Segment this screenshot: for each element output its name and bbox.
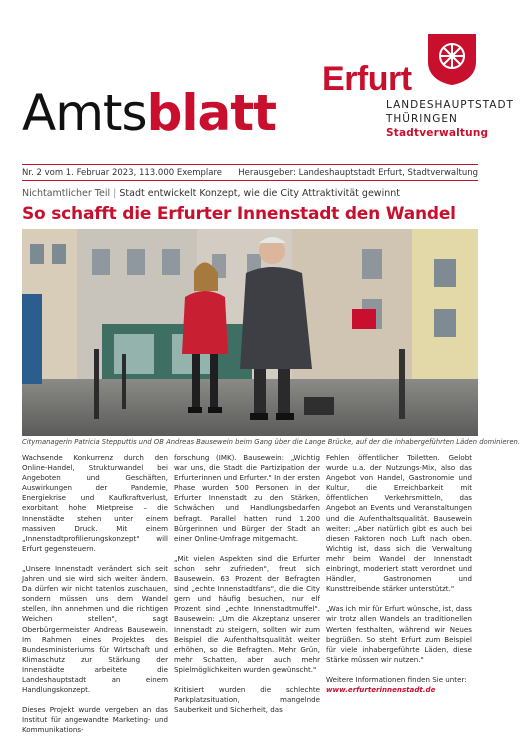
kicker bbox=[22, 188, 400, 199]
website-link[interactable]: www.erfurterinnenstadt.de bbox=[326, 684, 436, 694]
logo-letters-rest: rfurt bbox=[344, 60, 412, 98]
headline: So schafft die Erfurter Innenstadt den Wandel bbox=[22, 204, 456, 224]
article-photo bbox=[22, 229, 478, 436]
logo-letter-e: E bbox=[322, 60, 345, 98]
paragraph: Kritisiert wurden die schlechte Parkplatzsituation, mangelnde Sauberkeit und Sicherheit, das bbox=[174, 684, 320, 715]
publisher-info: Herausgeber: Landeshauptstadt Erfurt, Stadtverwaltung bbox=[238, 168, 478, 178]
article-column-3 bbox=[326, 453, 472, 695]
paragraph: Fehlen öffentlicher Toiletten. Gelobt wurde u.a. der Nutzungs-Mix, also das Angebot von Handel, Gastronomie und Kultur, die Erreichbarkeit mit öffentlichen Verkehrsmitteln, das Angebot an Events und Veranstaltungen und die Aufenthaltsqualität. Bausewein weiter: „Aber natürlich gibt es auch bei diesen Faktoren noch Luft nach oben. Wichtig ist, dass sich die Verwaltung mehr beim Wandel der Innenstadt einbringt, moderiert statt verordnet und Händler, Gastronomen und Kunsttreibende stärker unterstützt." bbox=[326, 453, 472, 594]
city-block bbox=[386, 98, 514, 140]
city-line2: THÜRINGEN bbox=[386, 113, 458, 125]
photo-caption: Citymanagerin Patricia Stepputtis und OB Andreas Bausewein beim Gang über die Lange Brücke, auf der die inhabergeführten Läden dominieren. bbox=[22, 438, 520, 446]
title-amts: Amts bbox=[22, 84, 147, 142]
kicker-text: Stadt entwickelt Konzept, wie die City Attraktivität gewinnt bbox=[119, 188, 400, 199]
paragraph: „Mit vielen Aspekten sind die Erfurter schon sehr zufrieden", freut sich Bausewein. 63 Prozent der Befragten sind „echte Innenstadtfans", die die City gern und häufig besuchen, nur elf Prozent sind „echte Innenstadtmuffel". Bausewein: „Um die Akzeptanz unserer Innenstadt zu steigern, sollten wir zum Beispiel die Aufenthaltsqualität weiter erhöhen, so die Befragten. Mehr Grün, mehr Schatten, aber auch mehr Spielmöglichkeiten wurden gewünscht." bbox=[174, 553, 320, 674]
divider bbox=[22, 164, 478, 165]
paragraph: Dieses Projekt wurde vergeben an das Institut für angewandte Marketing- und Kommunikations- bbox=[22, 705, 168, 735]
erfurt-crest-icon bbox=[426, 32, 478, 86]
divider bbox=[22, 180, 478, 181]
paragraph: „Unsere Innenstadt verändert sich seit Jahren und sie wird sich weiter ändern. Da dürfen wir nicht tatenlos zuschauen, sondern müssen uns dem Wandel stellen, ihn annehmen und die richtigen Weichen stellen", sagt Oberbürgermeister Andreas Bausewein. Im Rahmen eines Projektes des Bundesministeriums für Wirtschaft und Klimaschutz zur Stärkung der Innenstädte arbeitete die Landeshauptstadt an einem Handlungskonzept. bbox=[22, 563, 168, 695]
masthead-title bbox=[22, 84, 277, 142]
city-line3: Stadtverwaltung bbox=[386, 127, 489, 139]
paragraph: Weitere Informationen finden Sie unter: bbox=[326, 674, 467, 684]
issue-info: Nr. 2 vom 1. Februar 2023, 113.000 Exemplare bbox=[22, 168, 222, 178]
erfurt-logo-text bbox=[322, 62, 412, 96]
paragraph: „Was ich mir für Erfurt wünsche, ist, dass wir trotz allen Wandels an traditionellen Werten festhalten, während wir Neues begrüßen. So steht Erfurt zum Beispiel für viele inhabergeführte Läden, diese Stärke müssen wir nutzen." bbox=[326, 604, 472, 664]
paragraph: forschung (IMK). Bausewein: „Wichtig war uns, die Stadt die Partizipation der Erfurterinnen und Erfurter." In der ersten Phase wurden 500 Personen in der Erfurter Innenstadt zu den Stärken, Schwächen und Handlungsbedarfen befragt. Parallel hatten rund 1.200 Bürgerinnen und Bürger der Stadt an einer Online-Umfrage mitgemacht. bbox=[174, 453, 320, 543]
kicker-separator: | bbox=[110, 188, 120, 199]
city-line1: LANDESHAUPTSTADT bbox=[386, 99, 514, 111]
section-label: Nichtamtlicher Teil bbox=[22, 188, 111, 199]
article-column-1 bbox=[22, 453, 168, 745]
title-blatt: blatt bbox=[146, 84, 277, 142]
article-column-2 bbox=[174, 453, 320, 725]
paragraph: Wachsende Konkurrenz durch den Online-Handel, Strukturwandel bei Angeboten und Geschäften, Auswirkungen der Pandemie, Energiekrise und Kaufkraftverlust, exorbitant hohe Mietpreise – die Innenstädte stehen unter einem massiven Druck. Mit einem „Innenstadtprofilierungskonzept" will Erfurt gegensteuern. bbox=[22, 453, 168, 553]
